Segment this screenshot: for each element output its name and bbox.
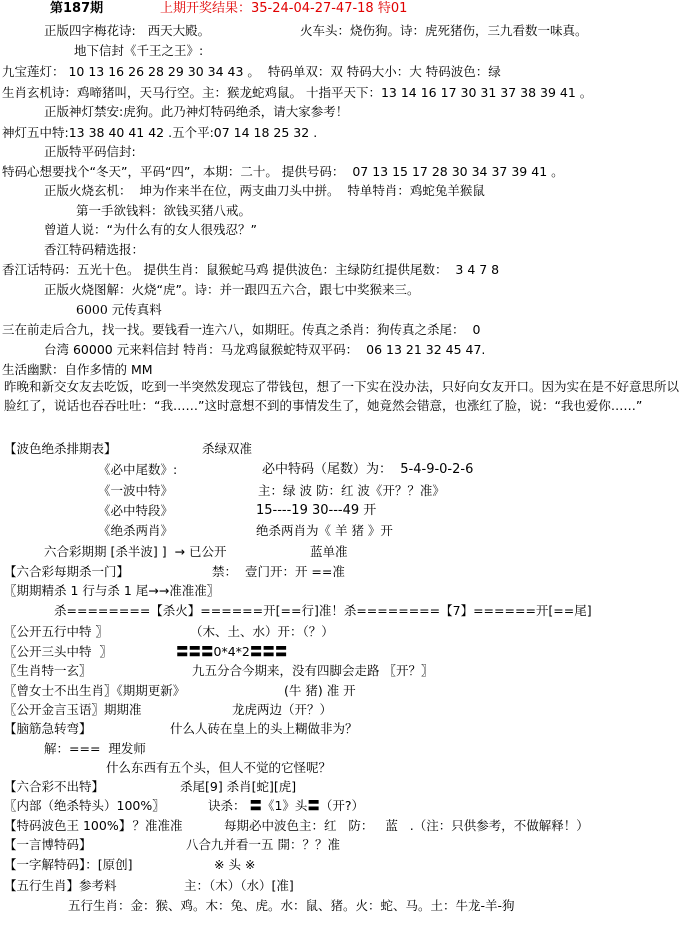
underground-envelope-line: 地下信封《千王之王》: xyxy=(74,43,204,58)
kill-one-door-value: 禁： 壹门开：开 ==准 xyxy=(212,564,345,579)
humor-heading: 生活幽默：自作多情的 MM xyxy=(2,362,153,377)
humor-story: 昨晚和新交女友去吃饭，吃到一半突然发现忘了带钱包，想了一下实在没办法，只好向女友开口。因为实在是不好意思所以脸红了，说话也吞吞吐吐：“我……”这时意想不到的事情发生了，她竟然会错意，也涨红了脸，说：“我也爱你……” xyxy=(4,379,680,413)
hk-selection-heading: 香江特码精选报： xyxy=(44,242,145,257)
no-special-label: 【六合彩不出特】 xyxy=(4,779,105,794)
wave-kill-table-heading: 【波色绝杀排期表】 xyxy=(4,441,117,456)
internal-kill-label: 〖内部（绝杀特头）100%〗 xyxy=(4,798,165,813)
ms-tsang-label: 〖曾女士不出生肖〗《期期更新》 xyxy=(4,683,186,698)
three-head-label: 〖公开三头中特 〗 xyxy=(4,644,112,659)
five-element-zodiac-value: 主：（木）（水）[准] xyxy=(184,878,294,893)
special-code-wish-line: 特码心想要找个“冬天”，平码“四”，本期：二十。 提供号码： 07 13 15 17 28 30 34 37 39 41 。 xyxy=(2,164,564,179)
ms-tsang-value: (牛 猪) 准 开 xyxy=(284,683,356,698)
fax-material-heading: 6000 元传真料 xyxy=(76,302,162,317)
fire-diagram-line: 正版火烧图解：火烧“虎”。诗：并一跟四五六合，跟七中奖猴来三。 xyxy=(44,282,420,297)
lamp-forbidden-line: 正版神灯禁安:虎狗。此乃神灯特码绝杀，请大家参考！ xyxy=(44,104,349,119)
last-draw-result: 上期开奖结果：35-24-04-27-47-18 特01 xyxy=(160,1,408,16)
brain-teaser-label: 【脑筋急转弯】 xyxy=(4,721,92,736)
must-segment-label: 《必中特段》 xyxy=(98,503,174,518)
no-special-value: 杀尾[9] 杀肖[蛇][虎] xyxy=(180,779,297,794)
zodiac-riddle-value: 九五分合今期来，没有四脚会走路 〖开？〗 xyxy=(192,663,434,678)
brain-teaser-question: 什么人砖在皇上的头上糊做非为？ xyxy=(170,721,358,736)
five-element-zodiac-label: 【五行生肖】参考料 xyxy=(4,878,117,893)
five-element-value: （木、土、水）开：（？） xyxy=(190,624,334,639)
kill-element-tail-heading: 〖期期精杀 1 行与杀 1 尾→→准准准〗 xyxy=(4,583,220,598)
kill-element-tail-value: 杀========【杀火】======开[==行]准！杀========【7】======开[==尾] xyxy=(54,603,592,618)
kill-two-label: 《绝杀两肖》 xyxy=(98,523,174,538)
fire-burn-mystery-line: 正版火烧玄机： 坤为作来半在位，两支曲刀头中拼。 特单特肖：鸡蛇兔羊猴鼠 xyxy=(44,183,485,198)
hk-special-line: 香江话特码：五光十色。 提供生肖：鼠猴蛇马鸡 提供波色：主绿防红提供尾数： 3 4 7 8 xyxy=(2,262,500,277)
golden-words-value: 龙虎两边（开？） xyxy=(232,702,333,717)
one-wave-value: 主：绿 波 防：红 波《开？？准》 xyxy=(258,483,445,498)
flat-code-envelope-heading: 正版特平码信封: xyxy=(44,144,136,159)
one-word-label: 【一言博特码】 xyxy=(4,837,92,852)
brain-teaser-answer: 解：=== 理发师 xyxy=(44,741,146,756)
one-char-value: ※ 头 ※ xyxy=(214,857,256,872)
taiwan-envelope-line: 台湾 60000 元来料信封 特肖：马龙鸡鼠猴蛇特双平码： 06 13 21 32 45 47. xyxy=(44,342,486,357)
wave-king-value: 每期必中波色主：红 防： 蓝 .（注：只供参考，不做解释！） xyxy=(224,818,589,833)
one-char-label: 【一字解特码】：[原创] xyxy=(4,857,133,872)
internal-kill-value: 诀杀： 〓《1》头〓（开?） xyxy=(208,798,365,813)
one-word-value: 八合九并看一五 開：？？准 xyxy=(186,837,340,852)
five-element-label: 〖公开五行中特 〗 xyxy=(4,624,108,639)
golden-words-label: 〖公开金言玉语〗期期准 xyxy=(4,702,142,717)
plum-poem-line: 正版四字梅花诗: 西天大殿。 xyxy=(44,23,211,38)
wave-king-label: 【特码波色王 100%】 xyxy=(4,818,132,833)
wave-king-mark: ！？准准准 xyxy=(120,818,183,833)
five-heads-riddle: 什么东西有五个头，但人不觉的它怪呢？ xyxy=(106,760,332,775)
fax-kill-line: 三在前走后合九，找一找。要钱看一连六八，如期旺。传真之杀肖：狗传真之杀尾： 0 xyxy=(2,322,481,337)
kill-two-value: 绝杀两肖为《 羊 猪 》开 xyxy=(256,523,393,538)
must-tail-value: 必中特码（尾数）为： 5-4-9-0-2-6 xyxy=(262,462,474,477)
taoist-saying-line: 曾道人说：“为什么有的女人很残忍？” xyxy=(44,222,257,237)
train-head-line: 火车头：烧伤狗。诗：虎死猪伤，三九看数一味真。 xyxy=(300,23,588,38)
three-head-value: 〓〓〓0*4*2〓〓〓 xyxy=(176,644,288,659)
one-wave-label: 《一波中特》 xyxy=(98,483,174,498)
must-segment-value: 15----19 30---49 开 xyxy=(256,503,377,518)
half-wave-line: 六合彩期期 [杀半波] ] → 已公开 xyxy=(44,544,227,559)
zodiac-riddle-label: 〖生肖特一玄〗 xyxy=(4,663,92,678)
half-wave-value: 蓝单准 xyxy=(310,544,348,559)
issue-number: 第187期 xyxy=(50,1,104,16)
lamp-five-special-line: 神灯五中特:13 38 40 41 42 .五个平:07 14 18 25 32 . xyxy=(2,125,318,140)
must-tail-label: 《必中尾数》: xyxy=(98,462,178,477)
kill-one-door-label: 【六合彩每期杀一门】 xyxy=(4,564,130,579)
wave-kill-value: 杀绿双准 xyxy=(202,441,253,456)
first-hand-line: 第一手欲钱料：欲钱买猪八戒。 xyxy=(76,203,252,218)
five-element-zodiac-list: 五行生肖：金：猴、鸡。木：兔、虎。水：鼠、猪。火：蛇、马。土：牛龙-羊-狗 xyxy=(68,898,515,913)
lotus-lamp-line: 九宝莲灯： 10 13 16 26 28 29 30 34 43 。 特码单双：双 特码大小：大 特码波色：绿 xyxy=(2,64,501,79)
zodiac-poem-line: 生肖玄机诗：鸡啼猪叫，天马行空。主：猴龙蛇鸡鼠。 十指平天下：13 14 16 17 30 31 37 38 39 41 。 xyxy=(2,85,593,100)
